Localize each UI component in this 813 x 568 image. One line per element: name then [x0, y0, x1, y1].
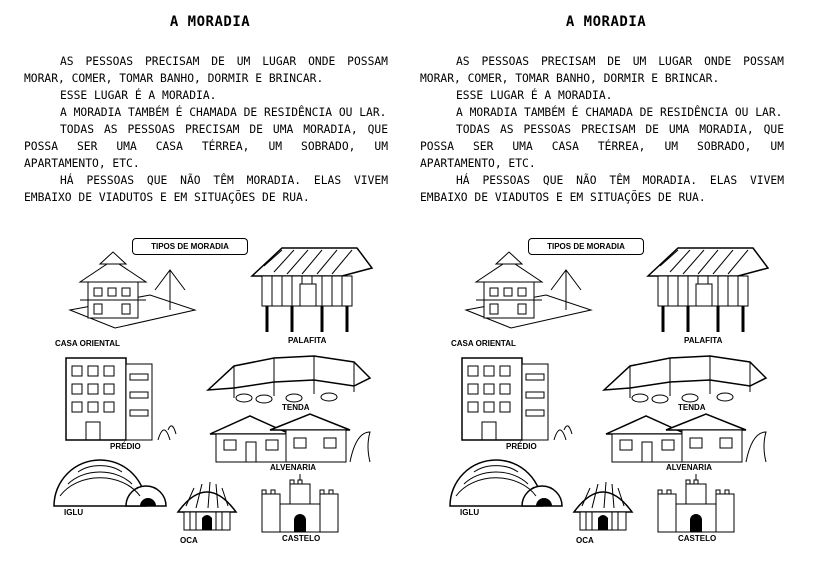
paragraph: A MORADIA TAMBÉM É CHAMADA DE RESIDÊNCIA OU LAR. — [60, 106, 387, 119]
caption-palafita: PALAFITA — [684, 336, 723, 345]
worksheet-right — [416, 0, 796, 568]
paragraph: ESSE LUGAR É A MORADIA. — [456, 89, 613, 102]
caption-castelo: CASTELO — [282, 534, 321, 543]
page-title: A MORADIA — [169, 14, 251, 30]
iglu-illustration — [444, 454, 568, 510]
paragraph: HÁ PESSOAS QUE NÃO TÊM MORADIA. ELAS VIVEM EMBAIXO DE VIADUTOS E EM SITUAÇÕES DE RUA. — [24, 174, 388, 204]
caption-tenda: TENDA — [678, 403, 706, 412]
caption-casa-oriental: CASA ORIENTAL — [55, 339, 120, 348]
page-title: A MORADIA — [565, 14, 647, 30]
predio-illustration — [58, 350, 184, 442]
castelo-illustration — [256, 474, 346, 534]
caption-oca: OCA — [576, 536, 594, 545]
paragraph: AS PESSOAS PRECISAM DE UM LUGAR ONDE POSSAM MORAR, COMER, TOMAR BANHO, DORMIR E BRINCAR. — [420, 55, 784, 85]
caption-oca: OCA — [180, 536, 198, 545]
paragraph: A MORADIA TAMBÉM É CHAMADA DE RESIDÊNCIA OU LAR. — [456, 106, 783, 119]
caption-castelo: CASTELO — [678, 534, 717, 543]
iglu-illustration — [48, 454, 172, 510]
caption-tenda: TENDA — [282, 403, 310, 412]
caption-predio: PRÉDIO — [506, 442, 537, 451]
tenda-illustration — [204, 352, 374, 404]
caption-palafita: PALAFITA — [288, 336, 327, 345]
caption-iglu: IGLU — [460, 508, 480, 517]
caption-iglu: IGLU — [64, 508, 84, 517]
paragraph: HÁ PESSOAS QUE NÃO TÊM MORADIA. ELAS VIVEM EMBAIXO DE VIADUTOS E EM SITUAÇÕES DE RUA. — [420, 174, 784, 204]
alvenaria-illustration — [586, 412, 772, 468]
castelo-illustration — [652, 474, 742, 534]
caption-predio: PRÉDIO — [110, 442, 141, 451]
paragraph: AS PESSOAS PRECISAM DE UM LUGAR ONDE POSSAM MORAR, COMER, TOMAR BANHO, DORMIR E BRINCAR. — [24, 55, 388, 85]
body-text — [420, 53, 784, 206]
predio-illustration — [454, 350, 580, 442]
figure-title: TIPOS DE MORADIA — [528, 238, 644, 255]
worksheet-left — [20, 0, 400, 568]
oca-illustration — [172, 478, 242, 534]
paragraph: TODAS AS PESSOAS PRECISAM DE UMA MORADIA, QUE POSSA SER UMA CASA TÉRREA, UM SOBRADO, UM APARTAMENTO, ETC. — [420, 123, 784, 170]
palafita-illustration — [242, 246, 374, 336]
caption-casa-oriental: CASA ORIENTAL — [451, 339, 516, 348]
casa-oriental-illustration — [60, 250, 200, 342]
casa-oriental-illustration — [456, 250, 596, 342]
oca-illustration — [568, 478, 638, 534]
figure-title: TIPOS DE MORADIA — [132, 238, 248, 255]
tenda-illustration — [600, 352, 770, 404]
palafita-illustration — [638, 246, 770, 336]
body-text — [24, 53, 388, 206]
alvenaria-illustration — [190, 412, 376, 468]
caption-alvenaria: ALVENARIA — [666, 463, 713, 472]
paragraph: TODAS AS PESSOAS PRECISAM DE UMA MORADIA, QUE POSSA SER UMA CASA TÉRREA, UM SOBRADO, UM APARTAMENTO, ETC. — [24, 123, 388, 170]
paragraph: ESSE LUGAR É A MORADIA. — [60, 89, 217, 102]
caption-alvenaria: ALVENARIA — [270, 463, 317, 472]
